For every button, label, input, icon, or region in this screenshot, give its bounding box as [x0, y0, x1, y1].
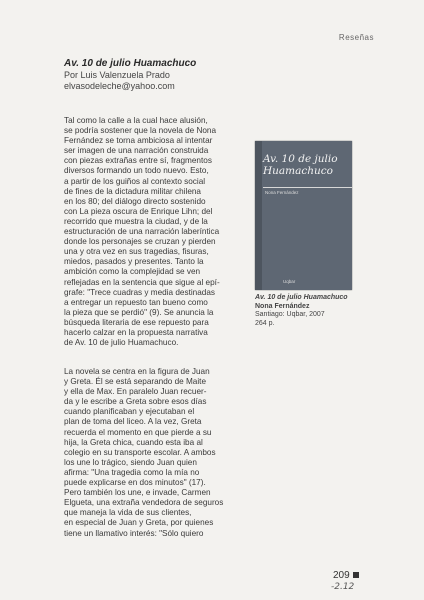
- review-author: Por Luis Valenzuela Prado: [64, 70, 170, 80]
- text-line: Fernández se torna ambiciosa al intentar: [64, 136, 213, 146]
- review-title: Av. 10 de julio Huamachuco: [64, 58, 197, 69]
- cover-title: [263, 153, 348, 177]
- caption-publisher: Santiago: Uqbar, 2007: [255, 311, 325, 318]
- caption-pages: 264 p.: [255, 319, 275, 327]
- text-line: una y otra vez en sus tragedias, fisuras,: [64, 247, 209, 257]
- cover-spine: [255, 141, 262, 290]
- text-line: Pero también los une, e invade, Carmen: [64, 488, 211, 498]
- book-caption: [255, 294, 365, 328]
- handwritten-note: -2.12: [331, 582, 355, 592]
- review-email: elvasodeleche@yahoo.com: [64, 81, 175, 91]
- body-paragraph-1: [64, 116, 240, 348]
- text-line: los une lo trágico, siendo Juan quien: [64, 457, 197, 467]
- cover-author: Nona Fernández: [265, 190, 299, 195]
- text-line: a partir de los guiños al contexto social: [64, 176, 206, 186]
- text-line: recorrido que muestra la ciudad, y de la: [64, 216, 208, 226]
- text-line: grafe: "Trece cuadras y media destinadas: [64, 287, 215, 297]
- text-line: ser imagen de una narración construida: [64, 146, 209, 156]
- text-line: tiene un llamativo interés: "Sólo quiero: [64, 528, 204, 538]
- text-line: La novela se centra en la figura de Juan: [64, 367, 210, 376]
- text-line: con piezas extrañas entre sí, fragmentos: [64, 156, 212, 166]
- caption-title: Av. 10 de julio Huamachuco: [255, 294, 348, 301]
- text-line: en los 80; del diálogo directo sostenido: [64, 196, 206, 206]
- text-line: con La pieza oscura de Enrique Lihn; del: [64, 206, 213, 216]
- text-line: de Av. 10 de julio Huamachuco.: [64, 338, 179, 348]
- text-line: Elgueta, una extraña vendedora de seguros: [64, 498, 224, 508]
- text-line: estructuración de una narración laberíntica: [64, 227, 220, 237]
- text-line: afirma: "Una tragedia como la mía no: [64, 467, 200, 477]
- text-line: y Greta. Él se está separando de Maite: [64, 377, 206, 387]
- text-line: en especial de Juan y Greta, por quienes: [64, 518, 214, 528]
- text-line: y ella de Max. En paralelo Juan recuer-: [64, 387, 207, 397]
- text-line: colegio en su transporte escolar. A ambos: [64, 447, 216, 457]
- text-line: plan de toma del liceo. A la vez, Greta: [64, 417, 202, 427]
- text-line: a entregar un repuesto tan bueno como: [64, 297, 208, 307]
- text-line: de fines de la dictadura militar chilena: [64, 186, 201, 196]
- text-line: recuerda el momento en que pierde a su: [64, 427, 212, 437]
- review-header: [64, 58, 254, 92]
- text-line: miedos, pasados y presentes. Tanto la: [64, 257, 204, 267]
- text-line: Tal como la calle a la cual hace alusión,: [64, 116, 208, 125]
- text-line: la pieza que se perdió" (9). Se anuncia la: [64, 307, 214, 317]
- text-line: que maneja la vida de sus clientes,: [64, 508, 192, 518]
- text-line: da y le escribe a Greta sobre esos días: [64, 397, 207, 407]
- page-number-text: 209: [333, 570, 350, 581]
- caption-author: Nona Fernández: [255, 302, 310, 310]
- book-cover-image: [255, 141, 352, 290]
- cover-title-line: Av. 10 de julio: [263, 153, 338, 165]
- text-line: hacerlo calzar en la propuesta narrativa: [64, 327, 208, 337]
- cover-publisher: Uqbar: [283, 279, 296, 284]
- text-line: reflejadas en la sentencia que sigue al epí-: [64, 277, 220, 287]
- square-marker-icon: [353, 572, 359, 578]
- text-line: cuando planificaban y ejecutaban el: [64, 407, 195, 417]
- text-line: donde los personajes se cruzan y pierden: [64, 237, 216, 247]
- body-paragraph-2: [64, 367, 240, 539]
- text-line: diversos formando un todo nuevo. Esto,: [64, 166, 209, 176]
- text-line: hija, la Greta chica, cuando esta iba al: [64, 437, 203, 447]
- page-number: [333, 570, 359, 581]
- text-line: puede explicarse en dos minutos" (17).: [64, 478, 206, 488]
- text-line: búsqueda literaria de ese repuesto para: [64, 317, 209, 327]
- cover-title-line: Huamachuco: [263, 165, 334, 177]
- section-label: Reseñas: [338, 33, 374, 42]
- text-line: ambición como la complejidad se ven: [64, 267, 201, 277]
- text-line: se podría sostener que la novela de Nona: [64, 126, 217, 136]
